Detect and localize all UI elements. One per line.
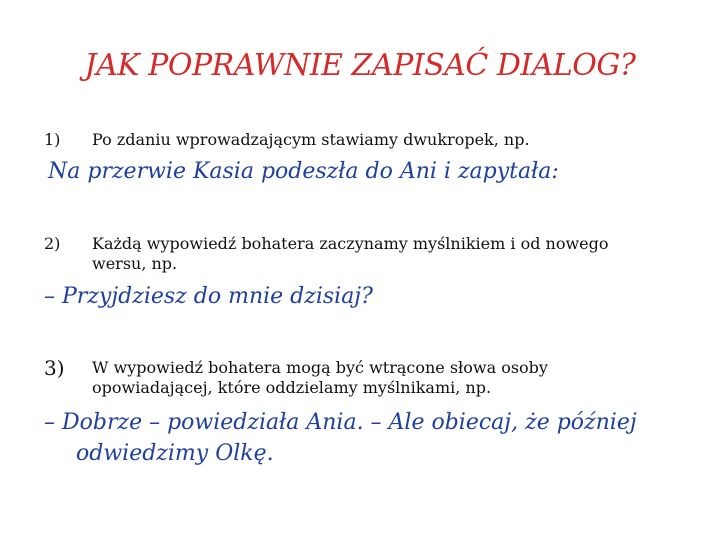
rule-1-number: 1) xyxy=(44,130,61,149)
rule-2-text: Każdą wypowiedź bohatera zaczynamy myślnikiem i od nowego wersu, np. xyxy=(92,234,609,273)
rule-3-number: 3) xyxy=(44,356,65,380)
rule-2-number: 2) xyxy=(44,234,61,253)
rule-3-example: – Dobrze – powiedziała Ania. – Ale obiecaj, że później odwiedzimy Olkę. xyxy=(44,410,637,466)
slide-title: JAK POPRAWNIE ZAPISAĆ DIALOG? xyxy=(84,48,636,83)
rule-1-text: Po zdaniu wprowadzającym stawiamy dwukropek, np. xyxy=(92,130,530,149)
rule-3 xyxy=(44,358,644,398)
rule-1-example: Na przerwie Kasia podeszła do Ani i zapytała: xyxy=(48,159,559,184)
rule-2-example: – Przyjdziesz do mnie dzisiaj? xyxy=(44,284,373,309)
rule-2 xyxy=(44,234,664,274)
rule-3-text: W wypowiedź bohatera mogą być wtrącone słowa osoby opowiadającej, które oddzielamy myślnikami, np. xyxy=(92,358,548,397)
rule-1 xyxy=(44,130,684,150)
